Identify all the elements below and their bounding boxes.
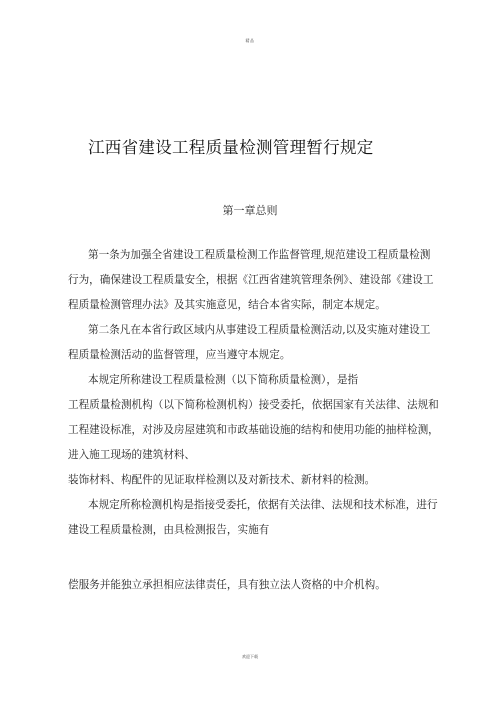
body-line: 偿服务并能独立承担相应法律责任，具有独立法人资格的中介机构。 (68, 579, 386, 591)
body-line: 本规定所称建设工程质量检测（以下简称质量检测），是指 (88, 374, 359, 386)
body-line: 行为，确保建设工程质量安全，根据《江西省建筑管理条例》、建设部《建设工 (68, 274, 434, 286)
body-line: 装饰材料、构配件的见证取样检测以及对新技术、新材料的检测。 (68, 474, 376, 486)
body-line: 进入施工现场的建筑材料、 (68, 449, 196, 461)
body-line: 第二条凡在本省行政区域内从事建设工程质量检测活动,以及实施对建设工 (88, 324, 431, 336)
document-title: 江西省建设工程质量检测管理暂行规定 (88, 138, 374, 157)
chapter-heading: 第一章总则 (222, 204, 278, 217)
body-line: 工程质量检测机构（以下简称检测机构）接受委托，依据国家有关法律、法规和 (68, 399, 439, 411)
body-line: 第一条为加强全省建设工程质量检测工作监督管理,规范建设工程质量检测 (88, 249, 431, 261)
body-line: 工程建设标准，对涉及房屋建筑和市政基础设施的结构和使用功能的抽样检测， (68, 424, 439, 436)
footer-mark: 欢迎下载 (242, 654, 258, 659)
body-line: 本规定所称检测机构是指接受委托，依据有关法律、法规和技术标准，进行 (88, 499, 438, 511)
header-mark: 精品 (245, 38, 255, 43)
body-line: 程质量检测活动的监督管理，应当遵守本规定。 (68, 349, 291, 361)
body-line: 程质量检测管理办法》及其实施意见，结合本省实际，制定本规定。 (68, 299, 386, 311)
body-line: 建设工程质量检测，由具检测报告，实施有 (68, 524, 270, 536)
